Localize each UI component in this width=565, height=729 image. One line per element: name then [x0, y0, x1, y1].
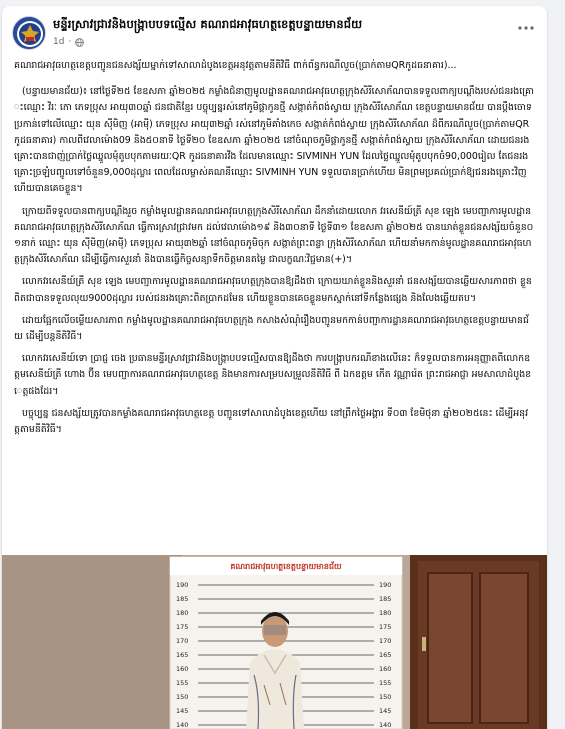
more-horizontal-icon — [518, 26, 534, 30]
height-label: 150 — [176, 693, 189, 701]
height-label: 175 — [379, 623, 392, 631]
post-paragraph: បច្ចុប្បន្ន ជនសង្ស័យត្រូវបានកម្លាំងគណរាជអាវុធហត្ថខេត្ត បញ្ជូនទៅសាលាដំបូងខេត្តហើយ នៅព្រឹកថ្ងៃអង្គារ ទី០៣ ខែមិថុនា ឆ្នាំ២០២៥នេះ ដើម្បីអនុវត្តតាមនីតិវិធី។ — [14, 407, 529, 436]
gendarmerie-emblem-icon — [13, 17, 46, 50]
post-paragraph: លោកវរសេនីយ៍ទោ ប្រាជ្ញ ចេង ប្រធានមន្ទីរស្រាវជ្រាវនិងបង្ក្រាបបទល្មើសបានឱ្យដឹងថា ការបង្រ្កាបករណីខាងលើនេះ ក៏ទទួលបានការអនុញ្ញាតពីលោកឧត្តមសេនីយ៍ត្រី ហោង ប៊ីន មេបញ្ជាការគណរាជអាវុធហត្ថខេត្ត និងមានការសម្របសម្រួលនីតិវិធី ពី ឯកឧត្តម កើត វណ្ណារ៉េត ព្រះរាជអាជ្ញា អមសាលាដំបូងខេត្តផងដែរ។ — [14, 353, 532, 397]
suspect-photo — [2, 555, 547, 729]
height-label: 140 — [176, 721, 189, 729]
post-headline: គណរាជអាវុធហត្ថខេត្តបញ្ជូនជនសង្ស័យម្នាក់ទៅសាលាដំបូងខេត្តអនុវត្តតាមនីតិវិធី ពាក់ព័ន្ធករណីលួច(ប្រាក់តាមQRកូដធនាគារ)... — [14, 60, 457, 71]
height-label: 155 — [379, 679, 392, 687]
height-label: 160 — [379, 665, 392, 673]
post-meta: 1d · — [53, 37, 84, 47]
page-avatar[interactable] — [12, 16, 46, 50]
height-label: 140 — [379, 721, 392, 729]
height-label: 185 — [379, 595, 392, 603]
height-label: 165 — [379, 651, 392, 659]
height-label: 170 — [176, 637, 189, 645]
more-options-button[interactable] — [515, 20, 537, 36]
post-paragraph: ក្រោយពីទទួលបានពាក្យបណ្ដឹងរួច កម្លាំងមូលដ្ឋានគណរាជអាវុធហត្ថក្រុងសិរីសោភ័ណ ដឹកនាំដោយលោក វរសេនីយ៍ត្រី សុខ ឡេង មេបញ្ជាការមូលដ្ឋានគណរាជអាវុធហត្ថក្រុងសិរីសោភ័ណ ធ្វើការស្រាវជ្រាវមក ដល់វេលាម៉ោង១៩ និង៣០នាទី ថ្ងៃទី៣១ ខែឧសភា ឆ្នាំ២០២៥ បានឃាត់ខ្លួនជនសង្ស័យចំនួន០១នាក់ ឈ្មោះ យុន ស៊ីមិញ(អាមុី) ភេទប្រុស អាយុ៣២ឆ្នាំ នៅចំណុចភូមិចុក សង្កាត់ព្រះពន្លា ក្រុងសិរីសោភ័ណ ហើយនាំមកកាន់មូលដ្ឋានគណរាជអាវុធហត្ថក្រុងសិរីសោភ័ណ ដើម្បីធ្វើការសួរនាំ និងបានធ្វើកិច្ចសន្យាទឹកចិត្តមានតម្លៃ ជាលក្ខណៈវិជ្ជមាន(+)។ — [14, 205, 534, 266]
height-label: 155 — [176, 679, 189, 687]
post-photo[interactable] — [2, 555, 547, 729]
height-label: 150 — [379, 693, 392, 701]
post-paragraph: លោកវរសេនីយ៍ត្រី សុខ ឡេង មេបញ្ជាការមូលដ្ឋានគណរាជអាវុធហត្ថក្រុងបានឱ្យដឹងថា ក្រោយឃាត់ខ្លួននិងសួរនាំ ជនសង្ស័យបានឆ្លើយសារភាពថា ខ្លួនពិតជាបានទទួលលុយ9000ដុល្លារ របស់ជនរងគ្រោះពិតប្រាកដមែន ហើយខ្លួនបានគេចខ្លួនមកស្នាក់នៅទីកន្លែងផ្សេង និងលែងឆ្លើយតប។ — [14, 276, 532, 304]
height-label: 190 — [379, 581, 392, 589]
height-label: 190 — [176, 581, 189, 589]
post-card — [2, 6, 547, 729]
post-timestamp[interactable]: 1d — [53, 37, 65, 47]
height-label: 160 — [176, 665, 189, 673]
height-label: 185 — [176, 595, 189, 603]
post-header — [2, 6, 547, 56]
page-name[interactable]: មន្ទីរស្រាវជ្រាវនិងបង្រ្កាបបទល្មើស គណរាជអាវុធហត្ថខេត្តបន្ទាយមានជ័យ — [53, 17, 363, 31]
globe-icon — [75, 38, 84, 47]
height-board-title: គណរាជអាវុធហត្ថខេត្តបន្ទាយមានជ័យ — [230, 562, 342, 571]
height-label: 145 — [379, 707, 392, 715]
post-paragraph: ដោយផ្អែកលើចម្លើយសារភាព កម្លាំងមូលដ្ឋានគណរាជអាវុធហត្ថក្រុង កសាងសំណុំរឿងបញ្ជូនមកកាន់បញ្ជាការដ្ឋានគណរាជអាវុធហត្ថខេត្តបន្ទាយមានជ័យ ដើម្បីបន្តនីតិវិធី។ — [14, 314, 529, 343]
post-paragraph: (បន្ទាយមានជ័យ)៖ នៅថ្ងៃទី២៥ ខែឧសភា ឆ្នាំ២០២៥ កម្លាំងជំនាញមូលដ្ឋានគណរាជអាវុធហត្ថក្រុងសិរីសោភ័ណបានទទួលពាក្យបណ្ដឹងរបស់ជនរងគ្រោះឈ្មោះ វិរៈ កោ ភេទប្រុស អាយុ៣០ឆ្នាំ ជនជាតិខ្មែរ បច្ចុប្បន្នរស់នៅភូមិផ្គាកូនថ្មី សង្កាត់កំពង់ស្វាយ ក្រុងសិរីសោភ័ណ ខេត្តបន្ទាយមានជ័យ បានប្តឹងចោទប្រកាន់ទៅលើឈ្មោះ យុន ស៊ីមិញ (អាមុី) ភេទប្រុស អាយុ៣២ឆ្នាំ រស់នៅភូមិគាំងកេច សង្កាត់កំពង់ស្វាយ ក្រុងសិរីសោភ័ណ ដ៏ពីករណីលួច(ប្រាក់តាមQRកូដធនាគារ) កាលពីវេលាម៉ោង09 និង៥០នាទី ថ្ងៃទី២០ ខែឧសភា ឆ្នាំ២០២៥ នៅចំណុចភូមិផ្គាកូនថ្មី សង្កាត់កំពង់ស្វាយ ក្រុងសិរីសោភ័ណ ដោយជនរងគ្រោះបានជាញ់ប្រាក់ថ្លៃឈ្នួលមុំតូបបុកតាមរយៈQR កូដធនាគារវីង ដែលមានឈ្មោះ SIVMINH YUN ដែលថ្លៃឈ្នួលមុំតូបបុកចំ90,000រៀល តែជនរងគ្រោះច្រឡំបញ្ចូលទៅចំនួន9,000ដុល្លារ ពេលដែលម្ចាស់គណនីឈ្មោះ SIVMINH YUN ទទួលបានប្រាក់ហើយ មិនព្រមប្រគល់ប្រាក់ឱ្យជនរងគ្រោះវិញ ហើយបានគេចខ្លួន។ — [14, 86, 534, 195]
post-text — [14, 58, 534, 444]
height-label: 180 — [379, 609, 392, 617]
height-label: 170 — [379, 637, 392, 645]
height-label: 145 — [176, 707, 189, 715]
height-label: 175 — [176, 623, 189, 631]
height-label: 165 — [176, 651, 189, 659]
height-label: 180 — [176, 609, 189, 617]
